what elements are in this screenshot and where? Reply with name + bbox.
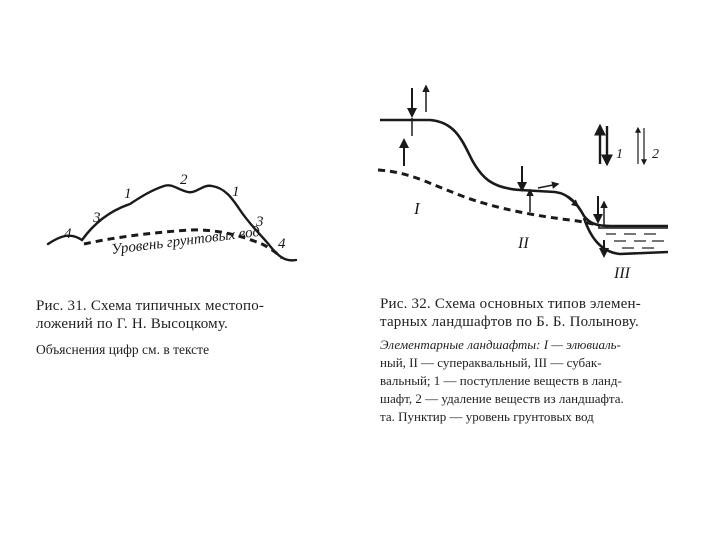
figure-31-caption-line-1: Рис. 31. Схема типичных местопо- [36, 298, 265, 314]
label-roman-I: I [414, 199, 420, 218]
label-3-left: 3 [93, 210, 101, 226]
label-roman-III: III [614, 265, 630, 282]
legend-label-1: 1 [616, 147, 623, 162]
label-1-left: 1 [124, 186, 132, 202]
figure-32-caption-line-5: вальный; 1 — поступление веществ в ланд- [380, 373, 622, 388]
legend-label-2: 2 [652, 147, 659, 162]
figure-32-caption-line-4: ный, II — супераквальный, III — субак- [380, 355, 602, 370]
label-4-right: 4 [278, 236, 286, 252]
water-hatching [606, 234, 664, 248]
label-2: 2 [180, 172, 188, 188]
figure-32-caption-line-7: та. Пунктир — уровень грунтовых вод [380, 409, 594, 424]
arrow-lateral-II [538, 184, 558, 188]
figure-32-caption-line-3: Элементарные ландшафты: I — элювиаль- [380, 337, 621, 352]
terrain-profile-32 [380, 120, 668, 226]
arrow-side-II [566, 196, 578, 206]
label-1-right: 1 [232, 184, 240, 200]
figure-32-caption-line-6: шафт, 2 — удаление веществ из ландшафта. [380, 391, 624, 406]
figure-31-caption-line-3: Объяснения цифр см. в тексте [36, 342, 210, 357]
figure-31-caption-line-2: ложений по Г. Н. Высоцкому. [36, 316, 229, 332]
label-3-right: 3 [256, 214, 264, 230]
label-roman-II: II [518, 235, 529, 252]
figure-32-caption-line-1: Рис. 32. Схема основных типов элемен- [380, 296, 641, 312]
groundwater-dashed-line-32 [378, 170, 600, 226]
label-4-left: 4 [64, 226, 72, 242]
figure-32-caption-line-2: тарных ландшафтов по Б. Б. Полынову. [380, 314, 639, 330]
groundwater-level-label: Уровень грунтовых вод [110, 223, 261, 258]
